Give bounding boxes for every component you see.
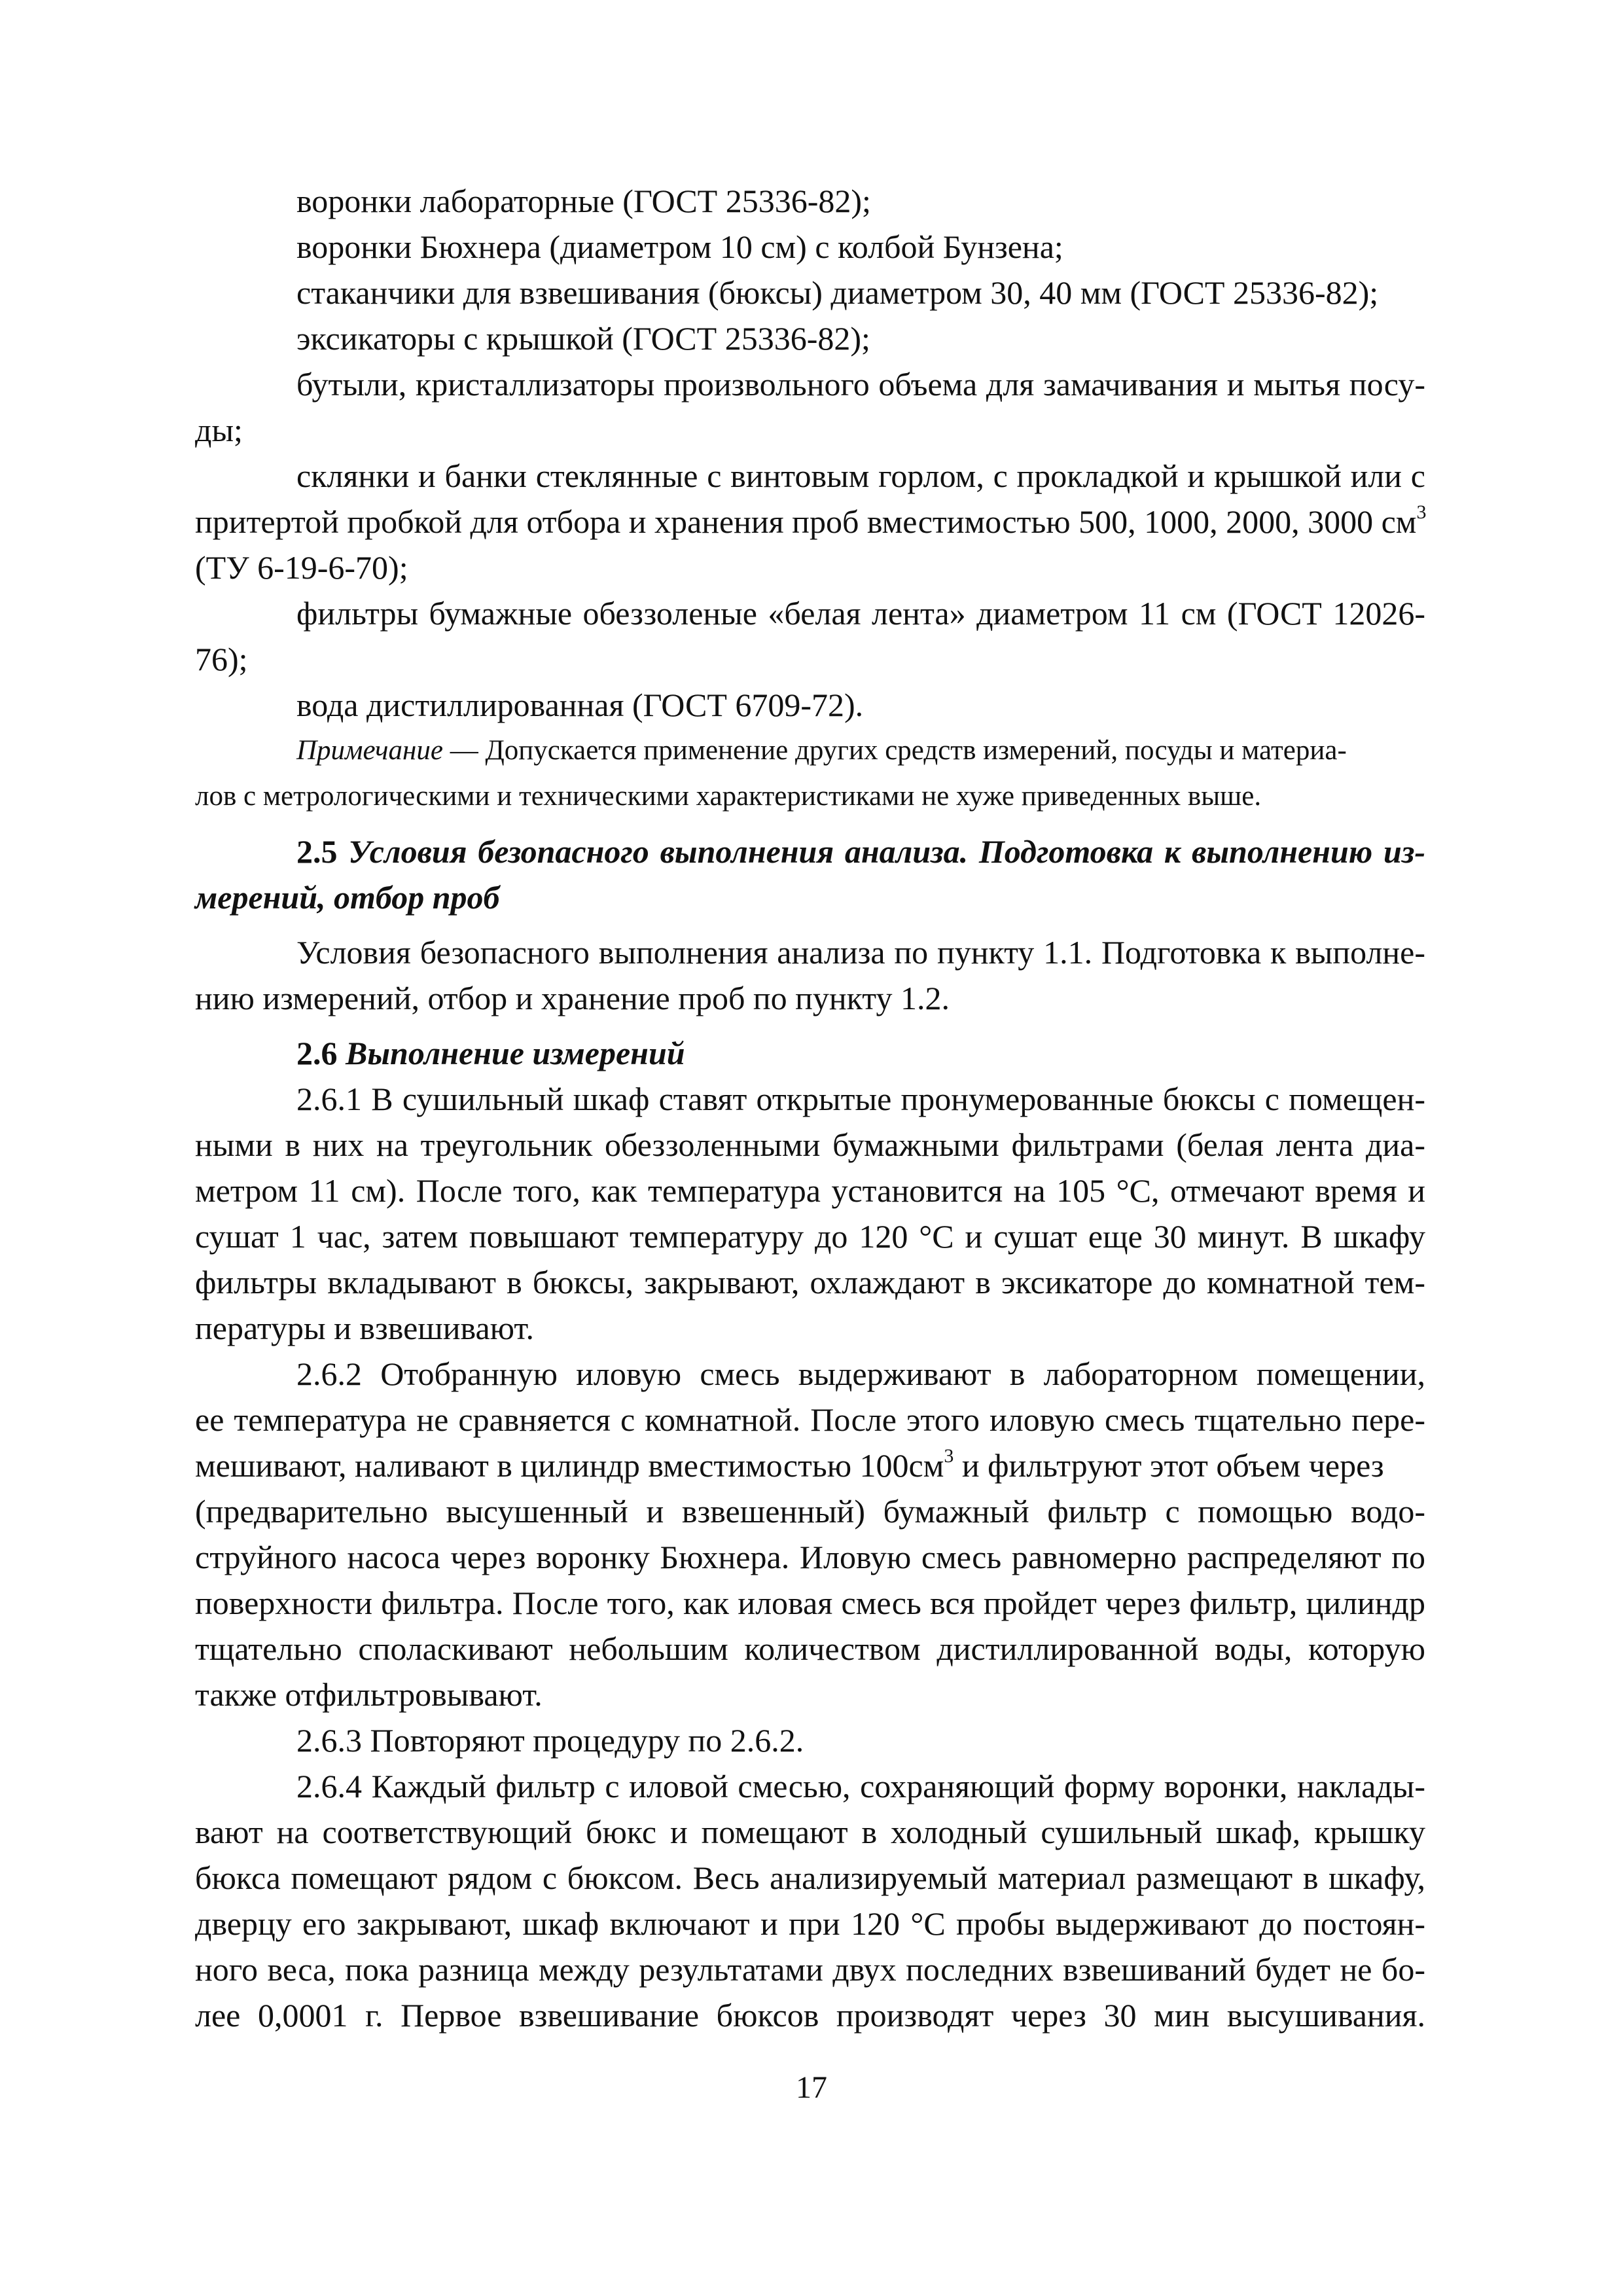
note-text: — Допускается применение других средств измерений, посуды и материа- bbox=[442, 735, 1347, 766]
list-item: склянки и банки стеклянные с винтовым горлом, с прокладкой и крышкой или с bbox=[296, 457, 1425, 494]
section-title: Условия безопасного выполнения анализа. Подготовка к выполнению из- bbox=[337, 833, 1425, 870]
paragraph-line: ее температура не сравняется с комнатной. После этого иловую смесь тщательно пере- bbox=[195, 1401, 1425, 1438]
paragraph-line: 2.6.1 В сушильный шкаф ставят открытые пронумерованные бюксы с помещен- bbox=[296, 1081, 1425, 1117]
note-label: Примечание bbox=[296, 735, 443, 766]
text-run: притертой пробкой для отбора и хранения проб вместимостью 500, 1000, 2000, 3000 см bbox=[195, 503, 1417, 540]
list-item-continuation: (ТУ 6-19-6-70); bbox=[195, 549, 408, 586]
paragraph-line: метром 11 см). После того, как температура установится на 105 °С, отмечают время и bbox=[195, 1172, 1425, 1209]
list-item: бутыли, кристаллизаторы произвольного объема для замачивания и мытья посу- bbox=[296, 366, 1425, 403]
text-run: мешивают, наливают в цилиндр вместимостью 100см bbox=[195, 1447, 944, 1484]
list-item: воронки Бюхнера (диаметром 10 см) с колбой Бунзена; bbox=[296, 228, 1063, 265]
page-body bbox=[195, 178, 1425, 2038]
paragraph-line: ными в них на треугольник обеззоленными бумажными фильтрами (белая лента диа- bbox=[195, 1126, 1425, 1163]
paragraph-line: фильтры вкладывают в бюксы, закрывают, охлаждают в эксикаторе до комнатной тем- bbox=[195, 1264, 1425, 1300]
paragraph-line bbox=[195, 1443, 1425, 1488]
text-run: и фильтруют этот объем через bbox=[954, 1447, 1384, 1484]
spacer bbox=[195, 1021, 1425, 1030]
paragraph-line: Условия безопасного выполнения анализа по пункту 1.1. Подготовка к выполне- bbox=[296, 934, 1425, 971]
paragraph-line: лее 0,0001 г. Первое взвешивание бюксов производят через 30 мин высушивания. bbox=[195, 1997, 1425, 2034]
spacer bbox=[195, 920, 1425, 929]
list-item: воронки лабораторные (ГОСТ 25336-82); bbox=[296, 183, 871, 219]
note-continuation: лов с метрологическими и техническими характеристиками не хуже приведенных выше. bbox=[195, 781, 1262, 812]
paragraph-line: 2.6.4 Каждый фильтр с иловой смесью, сохраняющий форму воронки, наклады- bbox=[296, 1768, 1425, 1804]
paragraph-line: тщательно споласкивают небольшим количеством дистиллированной воды, которую bbox=[195, 1630, 1425, 1667]
list-item: эксикаторы с крышкой (ГОСТ 25336-82); bbox=[296, 320, 870, 357]
section-number: 2.6 bbox=[296, 1035, 338, 1071]
section-heading bbox=[195, 829, 1425, 874]
paragraph-line: поверхности фильтра. После того, как иловая смесь вся пройдет через фильтр, цилиндр bbox=[195, 1585, 1425, 1621]
superscript: 3 bbox=[1416, 501, 1427, 523]
section-heading-continuation: мерений, отбор проб bbox=[195, 879, 500, 916]
paragraph-line: 2.6.3 Повторяют процедуру по 2.6.2. bbox=[296, 1722, 804, 1759]
list-item: фильтры бумажные обеззоленые «белая лента» диаметром 11 см (ГОСТ 12026- bbox=[296, 595, 1425, 632]
list-item-continuation: ды; bbox=[195, 412, 243, 448]
paragraph-line: струйного насоса через воронку Бюхнера. Иловую смесь равномерно распределяют по bbox=[195, 1539, 1425, 1575]
paragraph-line: пературы и взвешивают. bbox=[195, 1310, 534, 1346]
superscript: 3 bbox=[944, 1445, 954, 1467]
paragraph-line: сушат 1 час, затем повышают температуру до 120 °С и сушат еще 30 минут. В шкафу bbox=[195, 1218, 1425, 1255]
paragraph-line: нию измерений, отбор и хранение проб по пункту 1.2. bbox=[195, 980, 950, 1016]
note bbox=[195, 728, 1425, 774]
list-item-continuation: 76); bbox=[195, 641, 248, 677]
list-item-continuation bbox=[195, 499, 1425, 545]
paragraph-line: вают на соответствующий бюкс и помещают в холодный сушильный шкаф, крышку bbox=[195, 1814, 1425, 1850]
list-item: стаканчики для взвешивания (бюксы) диаметром 30, 40 мм (ГОСТ 25336-82); bbox=[296, 274, 1379, 311]
section-heading bbox=[195, 1030, 1425, 1076]
section-number: 2.5 bbox=[296, 833, 338, 870]
page-number: 17 bbox=[796, 2070, 827, 2105]
paragraph-line: бюкса помещают рядом с бюксом. Весь анализируемый материал размещают в шкафу, bbox=[195, 1859, 1425, 1896]
paragraph-line: ного веса, пока разница между результатами двух последних взвешиваний будет не бо- bbox=[195, 1951, 1425, 1988]
paragraph-line: (предварительно высушенный и взвешенный) бумажный фильтр с помощью водо- bbox=[195, 1493, 1425, 1530]
list-item: вода дистиллированная (ГОСТ 6709-72). bbox=[296, 687, 864, 723]
paragraph-line: также отфильтровывают. bbox=[195, 1676, 543, 1713]
paragraph-line: 2.6.2 Отобранную иловую смесь выдерживают в лабораторном помещении, bbox=[296, 1355, 1425, 1392]
spacer bbox=[195, 819, 1425, 829]
section-title: Выполнение измерений bbox=[337, 1035, 685, 1071]
paragraph-line: дверцу его закрывают, шкаф включают и при 120 °С пробы выдерживают до постоян- bbox=[195, 1905, 1425, 1942]
